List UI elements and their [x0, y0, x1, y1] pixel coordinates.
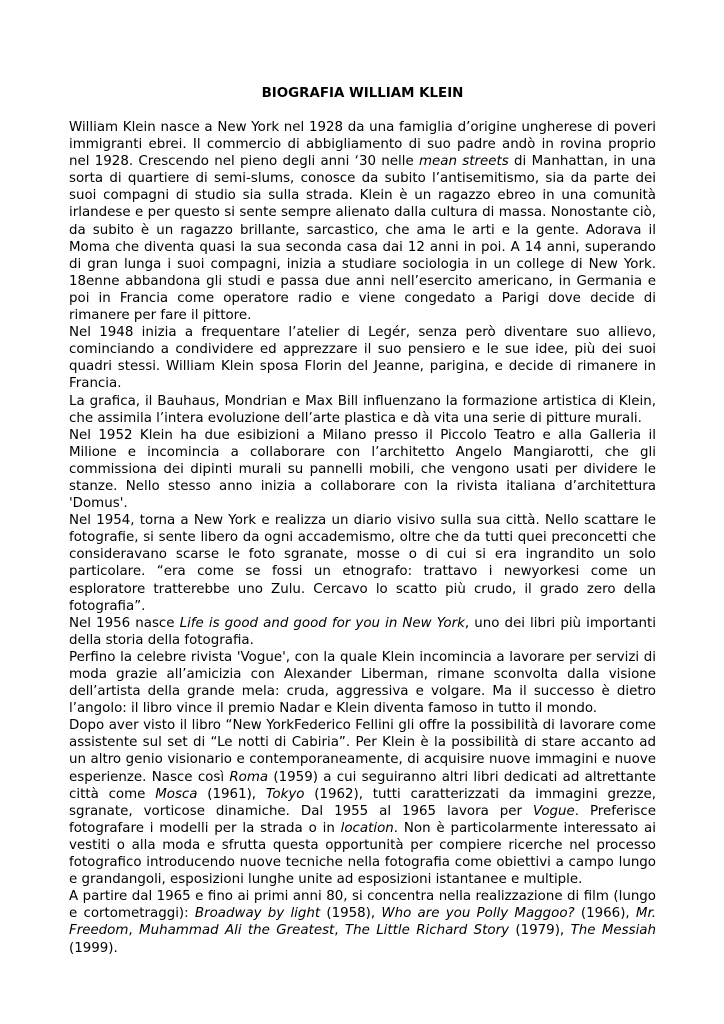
text-run: di Manhattan, in una sorta di quartiere di semi-slums, conosce da subito l’antisemitismo, sia da parte dei suoi compagni di studio sia sulla strada. Klein è un ragazzo ebreo in una comunità irlandese e per questo si sente sempre alienato dalla cultura di massa. Nonostante ciò, da subito è un ragazzo brillante, sarcastico, che ama le arti e la gente. Adorava il Moma che diventa quasi la sua seconda casa dai 12 anni in poi. A 14 anni, superando di gran lunga i suoi compagni, inizia a studiare sociologia in un college di New York. 18enne abbandona gli studi e passa due anni nell’esercito americano, in Germania e poi in Francia come operatore radio e viene congedato a Parigi dove decide di rimanere per fare il pittore. — [69, 154, 656, 324]
text-run: Nel 1954, torna a New York e realizza un diario visivo sulla sua città. Nello scattare le fotografie, si sente libero da ogni accademismo, oltre che da tutti quei preconcetti che consideravano scarse le foto sgranate, mosse o di cui si era ingrandito un solo particolare. “era come se fossi un etnografo: trattavo i newyorkesi come un esploratore tratterebbe uno Zulu. Cercavo lo scatto più crudo, il grado zero della fotografia”. — [69, 513, 656, 614]
italic-text: Mr. Freedom — [69, 906, 657, 939]
text-run: , uno dei libri più importanti della storia della fotografia. — [69, 615, 657, 648]
document-title: BIOGRAFIA WILLIAM KLEIN — [261, 86, 464, 101]
text-run: (1999). — [69, 940, 118, 956]
italic-text: mean streets — [419, 154, 509, 170]
italic-text: Muhammad Ali the Greatest — [139, 923, 335, 939]
italic-text: Broadway by light — [194, 906, 321, 922]
text-run: (1961), — [197, 786, 266, 802]
italic-text: location — [340, 820, 394, 836]
text-run: Nel 1948 inizia a frequentare l’atelier di Legér, senza però diventare suo allievo, cominciando a condividere ed apprezzare il suo pensiero e le sue idee, più dei suoi quadri stessi. William Klein sposa Florin del Jeanne, parigina, e decide di rimanere in Francia. — [69, 325, 656, 392]
paragraph — [69, 649, 656, 717]
italic-text: Who are you Polly Maggoo? — [381, 906, 575, 922]
paragraph — [69, 427, 656, 512]
italic-text: The Messiah — [570, 923, 656, 939]
text-run: Dopo aver visto il libro “New YorkFederico Fellini gli offre la possibilità di lavorare come assistente sul set di “Le notti di Cabiria”. Per Klein è la possibilità di stare accanto ad un altro genio visionario e contemporaneamente, di acquisire nuove immagini e nuove esperienze. Nasce così — [69, 718, 656, 785]
paragraph — [69, 888, 656, 956]
paragraph — [69, 393, 656, 427]
italic-text: Roma — [229, 769, 269, 785]
text-run: . Preferisce fotografare i modelli per la strada o in — [69, 803, 656, 836]
italic-text: Tokyo — [265, 786, 305, 802]
text-run: William Klein nasce a New York nel 1928 da una famiglia d’origine ungherese di poveri immigranti ebrei. Il commercio di abbigliamento di suo padre andò in rovina proprio nel 1928. Crescendo nel pieno degli anni ‘30 nelle — [69, 120, 656, 170]
text-run: (1959) a cui seguiranno altri libri dedicati ad altrettante città come — [69, 769, 656, 802]
paragraph — [69, 717, 656, 888]
italic-text: Life is good and good for you in New York — [179, 615, 465, 631]
text-run: (1962), tutti caratterizzati da immagini grezze, sgranate, vorticose dinamiche. Dal 1955 al 1965 lavora per — [69, 786, 657, 819]
document-body — [69, 119, 656, 957]
paragraph — [69, 119, 656, 324]
paragraph — [69, 615, 656, 649]
text-run: La grafica, il Bauhaus, Mondrian e Max Bill influenzano la formazione artistica di Klein, che assimila l’intera evoluzione dell’arte plastica e dà vita una serie di pitture murali. — [69, 393, 656, 426]
text-run: (1979), — [509, 923, 571, 939]
paragraph — [69, 324, 656, 392]
text-run: , — [128, 923, 140, 939]
text-run: A partire dal 1965 e fino ai primi anni 80, si concentra nella realizzazione di film (lungo e cortometraggi): — [69, 889, 656, 922]
text-run: , — [334, 923, 345, 939]
document-page — [69, 85, 656, 957]
paragraph — [69, 512, 656, 615]
text-run: . Non è particolarmente interessato ai vestiti o alla moda e sfrutta questa opportunità per compiere ricerche nel processo fotografico introducendo nuove tecniche nella fotografia come obiettivi a campo lungo e grandangoli, esposizioni lunghe unite ad esposizioni istantanee e multiple. — [69, 820, 656, 888]
text-run: Nel 1952 Klein ha due esibizioni a Milano presso il Piccolo Teatro e alla Galleria il Milione e incomincia a collaborare con l’architetto Angelo Mangiarotti, che gli commissiona dei dipinti murali su pannelli mobili, che vengono usati per dividere le stanze. Nello stesso anno inizia a collaborare con la rivista italiana d’architettura 'Domus'. — [69, 427, 656, 512]
text-run: Nel 1956 nasce — [69, 615, 180, 631]
text-run: (1958), — [320, 906, 382, 922]
text-run: (1966), — [574, 906, 636, 922]
italic-text: The Little Richard Story — [344, 923, 510, 939]
italic-text: Vogue — [532, 803, 575, 819]
italic-text: Mosca — [155, 786, 198, 802]
text-run: Perfino la celebre rivista 'Vogue', con la quale Klein incomincia a lavorare per servizi di moda grazie all’amicizia con Alexander Liberman, rimane sconvolta dalla visione dell’artista della grande mela: cruda, aggressiva e volgare. Ma il successo è dietro l’angolo: il libro vince il premio Nadar e Klein diventa famoso in tutto il mondo. — [69, 649, 656, 717]
